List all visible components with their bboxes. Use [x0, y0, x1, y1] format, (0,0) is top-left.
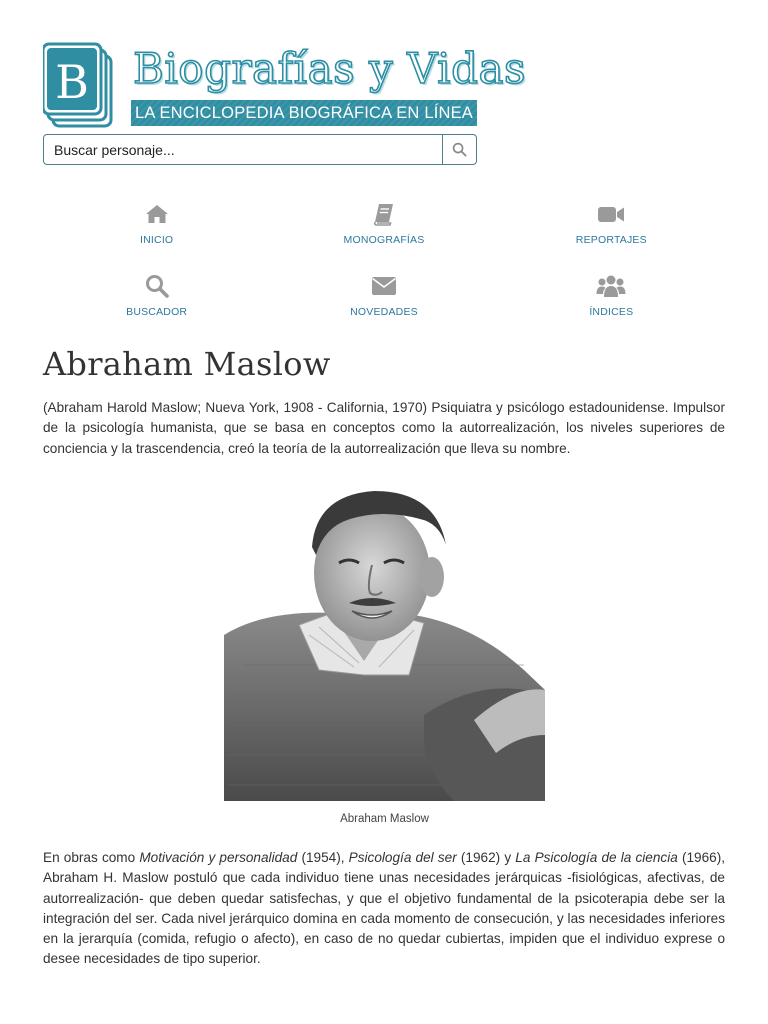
article-intro: (Abraham Harold Maslow; Nueva York, 1908 - California, 1970) Psiquiatra y psicólogo estadounidense. Impulsor de la psicología humanista, que se basa en conceptos como la autorrealización, los niveles superiores de conciencia y la trascendencia, creó la teoría de la autorrealización que lleva su nombre.	[43, 400, 725, 456]
search-icon	[452, 142, 467, 157]
nav-item-buscador[interactable]	[43, 270, 270, 324]
body-text: (1962) y	[456, 850, 516, 865]
site-title: Biografías y Vidas	[133, 44, 527, 93]
nav-label: NOVEDADES	[350, 306, 418, 318]
body-text: En obras como	[43, 850, 140, 865]
nav-label: ÍNDICES	[589, 306, 634, 318]
work-title: Motivación y personalidad	[139, 850, 298, 865]
body-text: (1954),	[297, 850, 349, 865]
search-bar	[43, 134, 477, 165]
nav-label: MONOGRAFÍAS	[343, 234, 425, 246]
image-caption: Abraham Maslow	[340, 813, 429, 825]
search-button[interactable]	[442, 135, 476, 164]
nav-item-novedades[interactable]	[270, 270, 497, 324]
body-text: (1966), Abraham H. Maslow postuló que cada individuo tiene unas necesidades jerárquicas -fisiológicas, afectivas, de autorrealización- que deben quedar satisfechas, y que el objetivo fundamental de la psicoterapia debe ser la integración del ser. Cada nivel jerárquico domina en cada momento de consecución, y las necesidades inferiores en la jerarquía (comida, refugio o afecto), en caso de no quedar cubiertas, impiden que el individuo exprese o desee necesidades de tipo superior.	[43, 850, 726, 967]
nav-item-reportajes[interactable]	[498, 198, 725, 252]
search-input[interactable]	[44, 135, 442, 164]
work-title: Psicología del ser	[348, 850, 457, 865]
site-logo[interactable]	[43, 42, 527, 130]
site-tagline: LA ENCICLOPEDIA BIOGRÁFICA EN LÍNEA	[131, 100, 477, 126]
nav-item-indices[interactable]	[498, 270, 725, 324]
envelope-icon	[371, 276, 397, 296]
main-nav	[43, 198, 725, 324]
work-title: La Psicología de la ciencia	[515, 850, 678, 865]
book-icon	[372, 202, 396, 226]
logo-book-icon	[43, 42, 115, 128]
home-icon	[145, 203, 169, 225]
nav-item-monografias[interactable]	[270, 198, 497, 252]
video-camera-icon	[597, 204, 625, 224]
search-icon	[145, 274, 169, 298]
nav-label: INICIO	[140, 234, 174, 246]
logo-letter: B	[55, 55, 89, 109]
users-icon	[596, 274, 626, 298]
page-title: Abraham Maslow	[43, 345, 331, 383]
nav-label: REPORTAJES	[575, 234, 647, 246]
portrait-image	[224, 485, 545, 801]
nav-label: BUSCADOR	[126, 306, 188, 318]
nav-item-inicio[interactable]	[43, 198, 270, 252]
article-body	[43, 848, 725, 970]
